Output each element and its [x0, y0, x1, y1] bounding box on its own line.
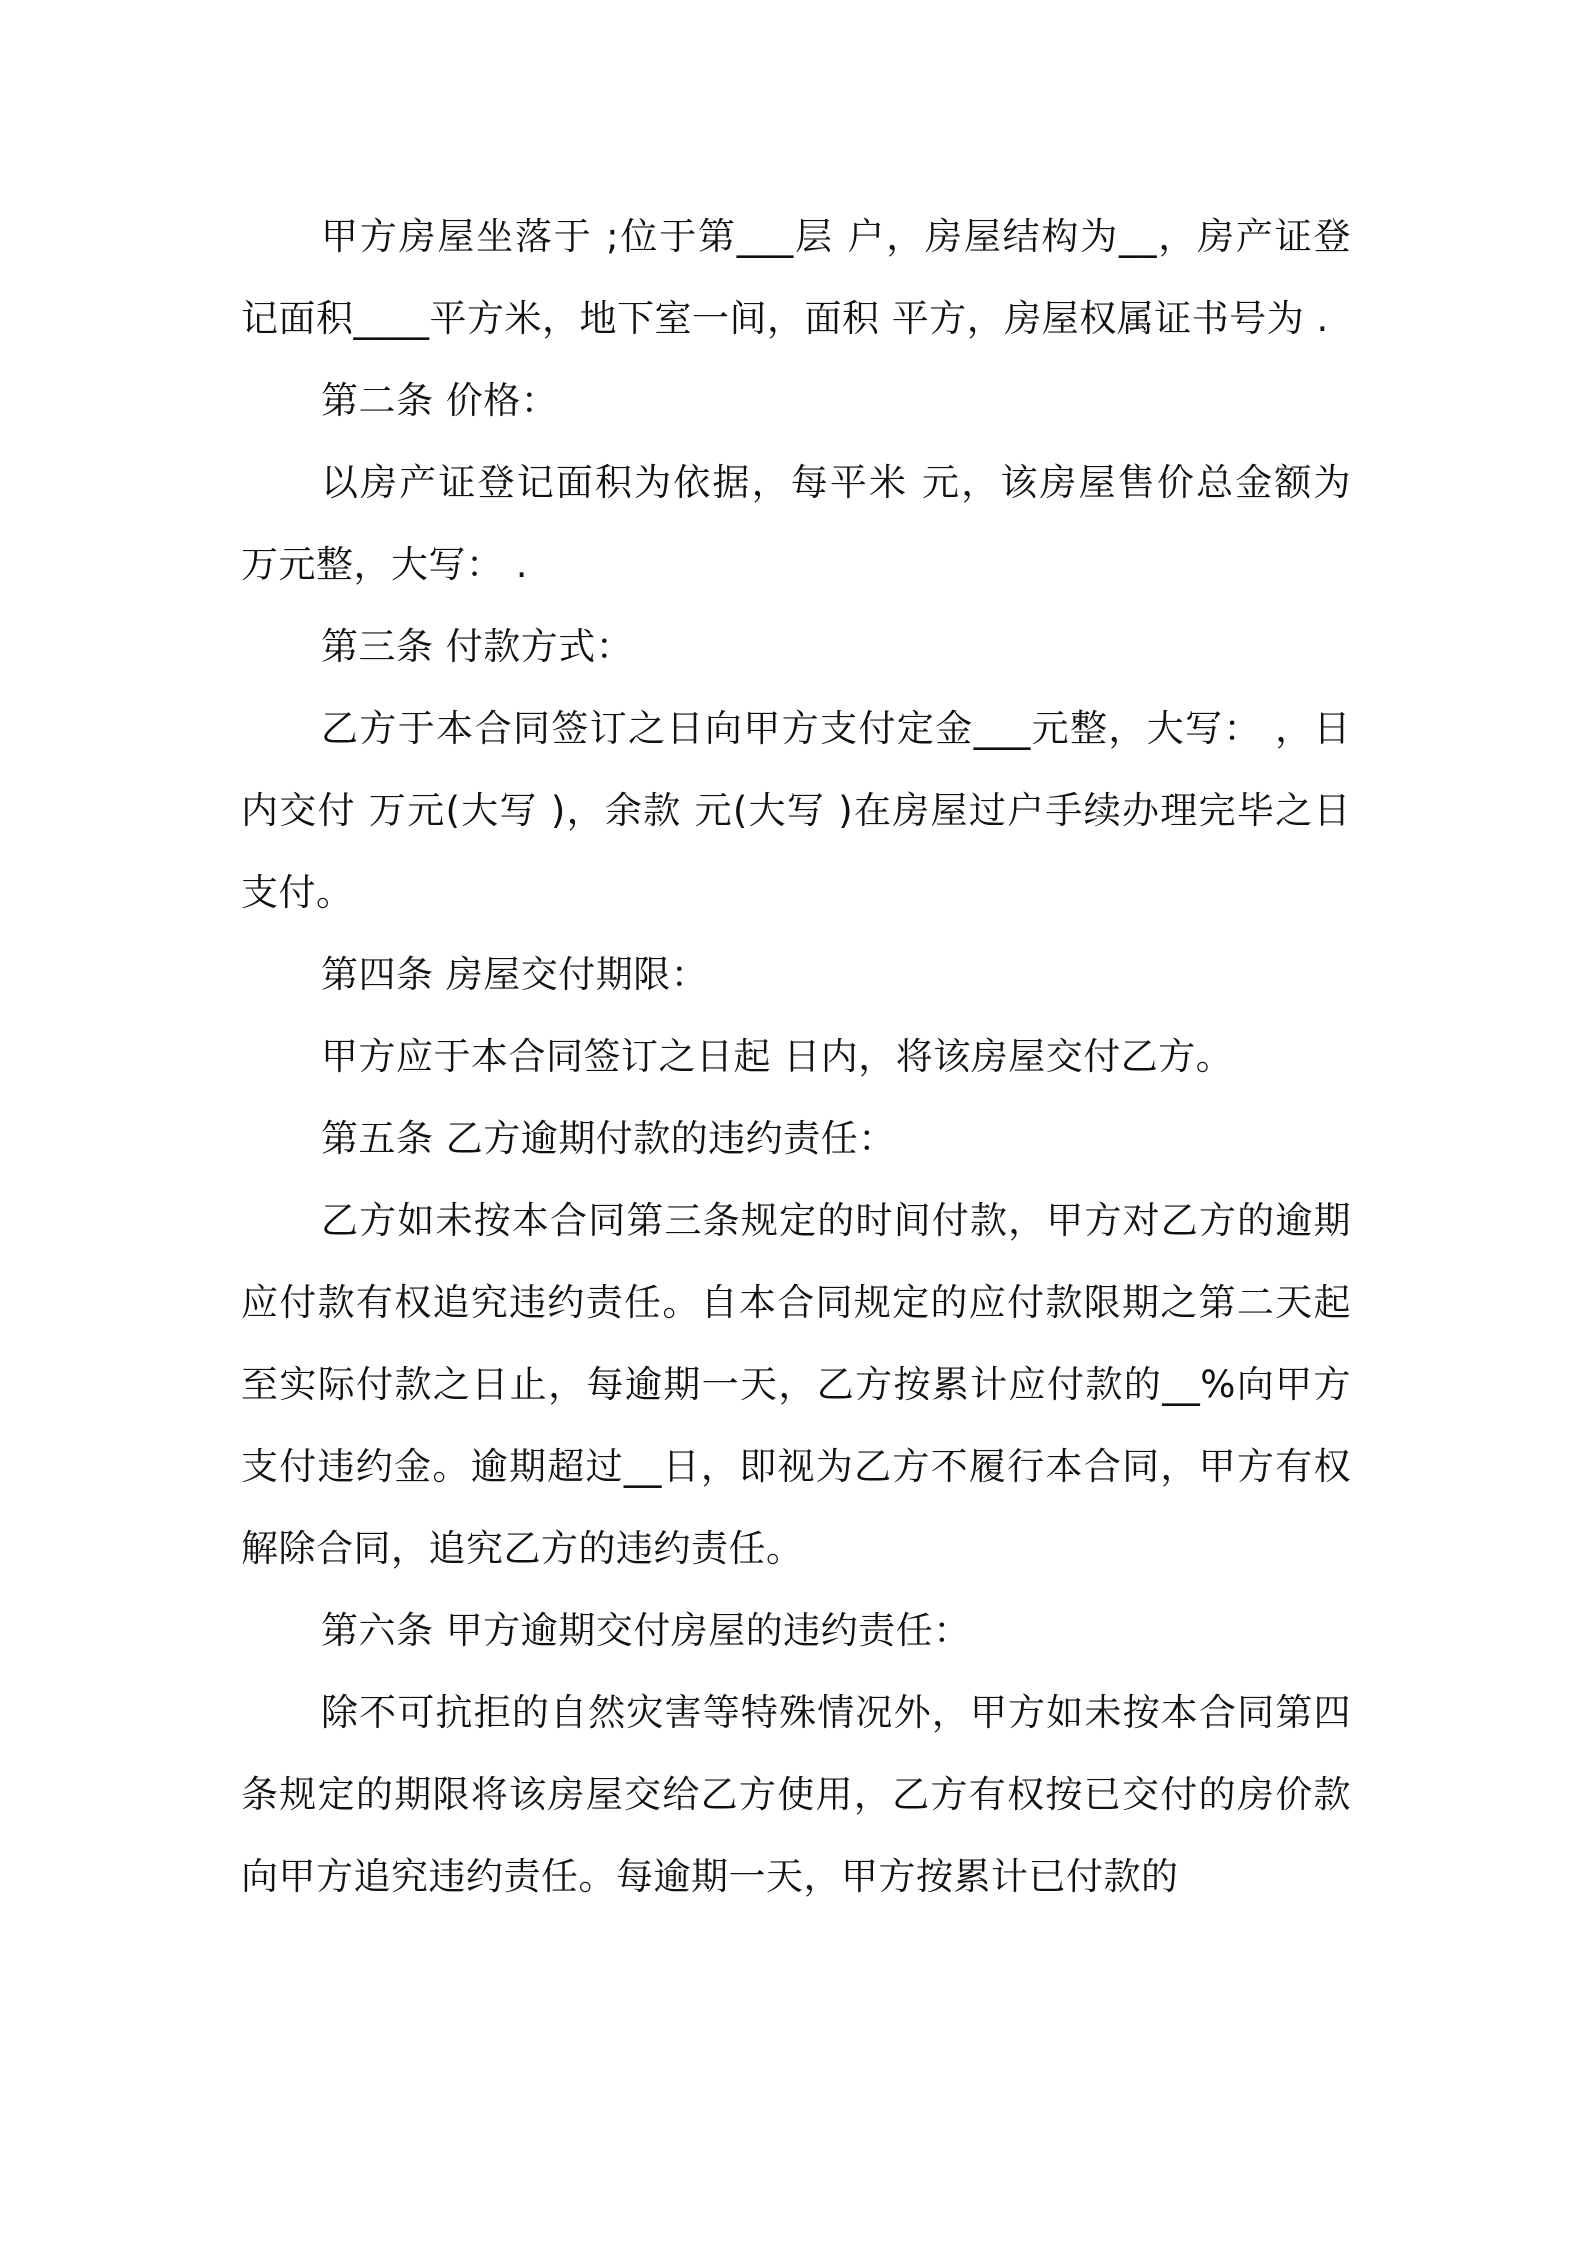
paragraph-price: 以房产证登记面积为依据，每平米 元，该房屋售价总金额为 万元整，大写： . [241, 461, 1351, 586]
heading-article-6-seller-default: 第六条 甲方逾期交付房屋的违约责任： [321, 1609, 971, 1652]
heading-article-5-buyer-default: 第五条 乙方逾期付款的违约责任： [321, 1117, 896, 1160]
heading-article-3-payment: 第三条 付款方式： [321, 625, 634, 668]
paragraph-payment: 乙方于本合同签订之日向甲方支付定金___元整，大写： ，日内交付 万元(大写 )，余款 元(大写 )在房屋过户手续办理完毕之日支付。 [241, 707, 1351, 914]
document-body [241, 196, 1351, 1918]
heading-article-4-delivery: 第四条 房屋交付期限： [321, 953, 709, 996]
paragraph-delivery: 甲方应于本合同签订之日起 日内，将该房屋交付乙方。 [321, 1035, 1234, 1078]
paragraph-seller-default: 除不可抗拒的自然灾害等特殊情况外，甲方如未按本合同第四条规定的期限将该房屋交给乙方使用，乙方有权按已交付的房价款向甲方追究违约责任。每逾期一天，甲方按累计已付款的 [241, 1691, 1351, 1898]
paragraph-property-location: 甲方房屋坐落于 ;位于第___层 户，房屋结构为__，房产证登记面积____平方米，地下室一间，面积 平方，房屋权属证书号为 . [241, 215, 1351, 340]
heading-article-2-price: 第二条 价格： [321, 379, 559, 422]
paragraph-buyer-default: 乙方如未按本合同第三条规定的时间付款，甲方对乙方的逾期应付款有权追究违约责任。自本合同规定的应付款限期之第二天起至实际付款之日止，每逾期一天，乙方按累计应付款的__%向甲方支付违约金。逾期超过__日，即视为乙方不履行本合同，甲方有权解除合同，追究乙方的违约责任。 [241, 1199, 1351, 1570]
